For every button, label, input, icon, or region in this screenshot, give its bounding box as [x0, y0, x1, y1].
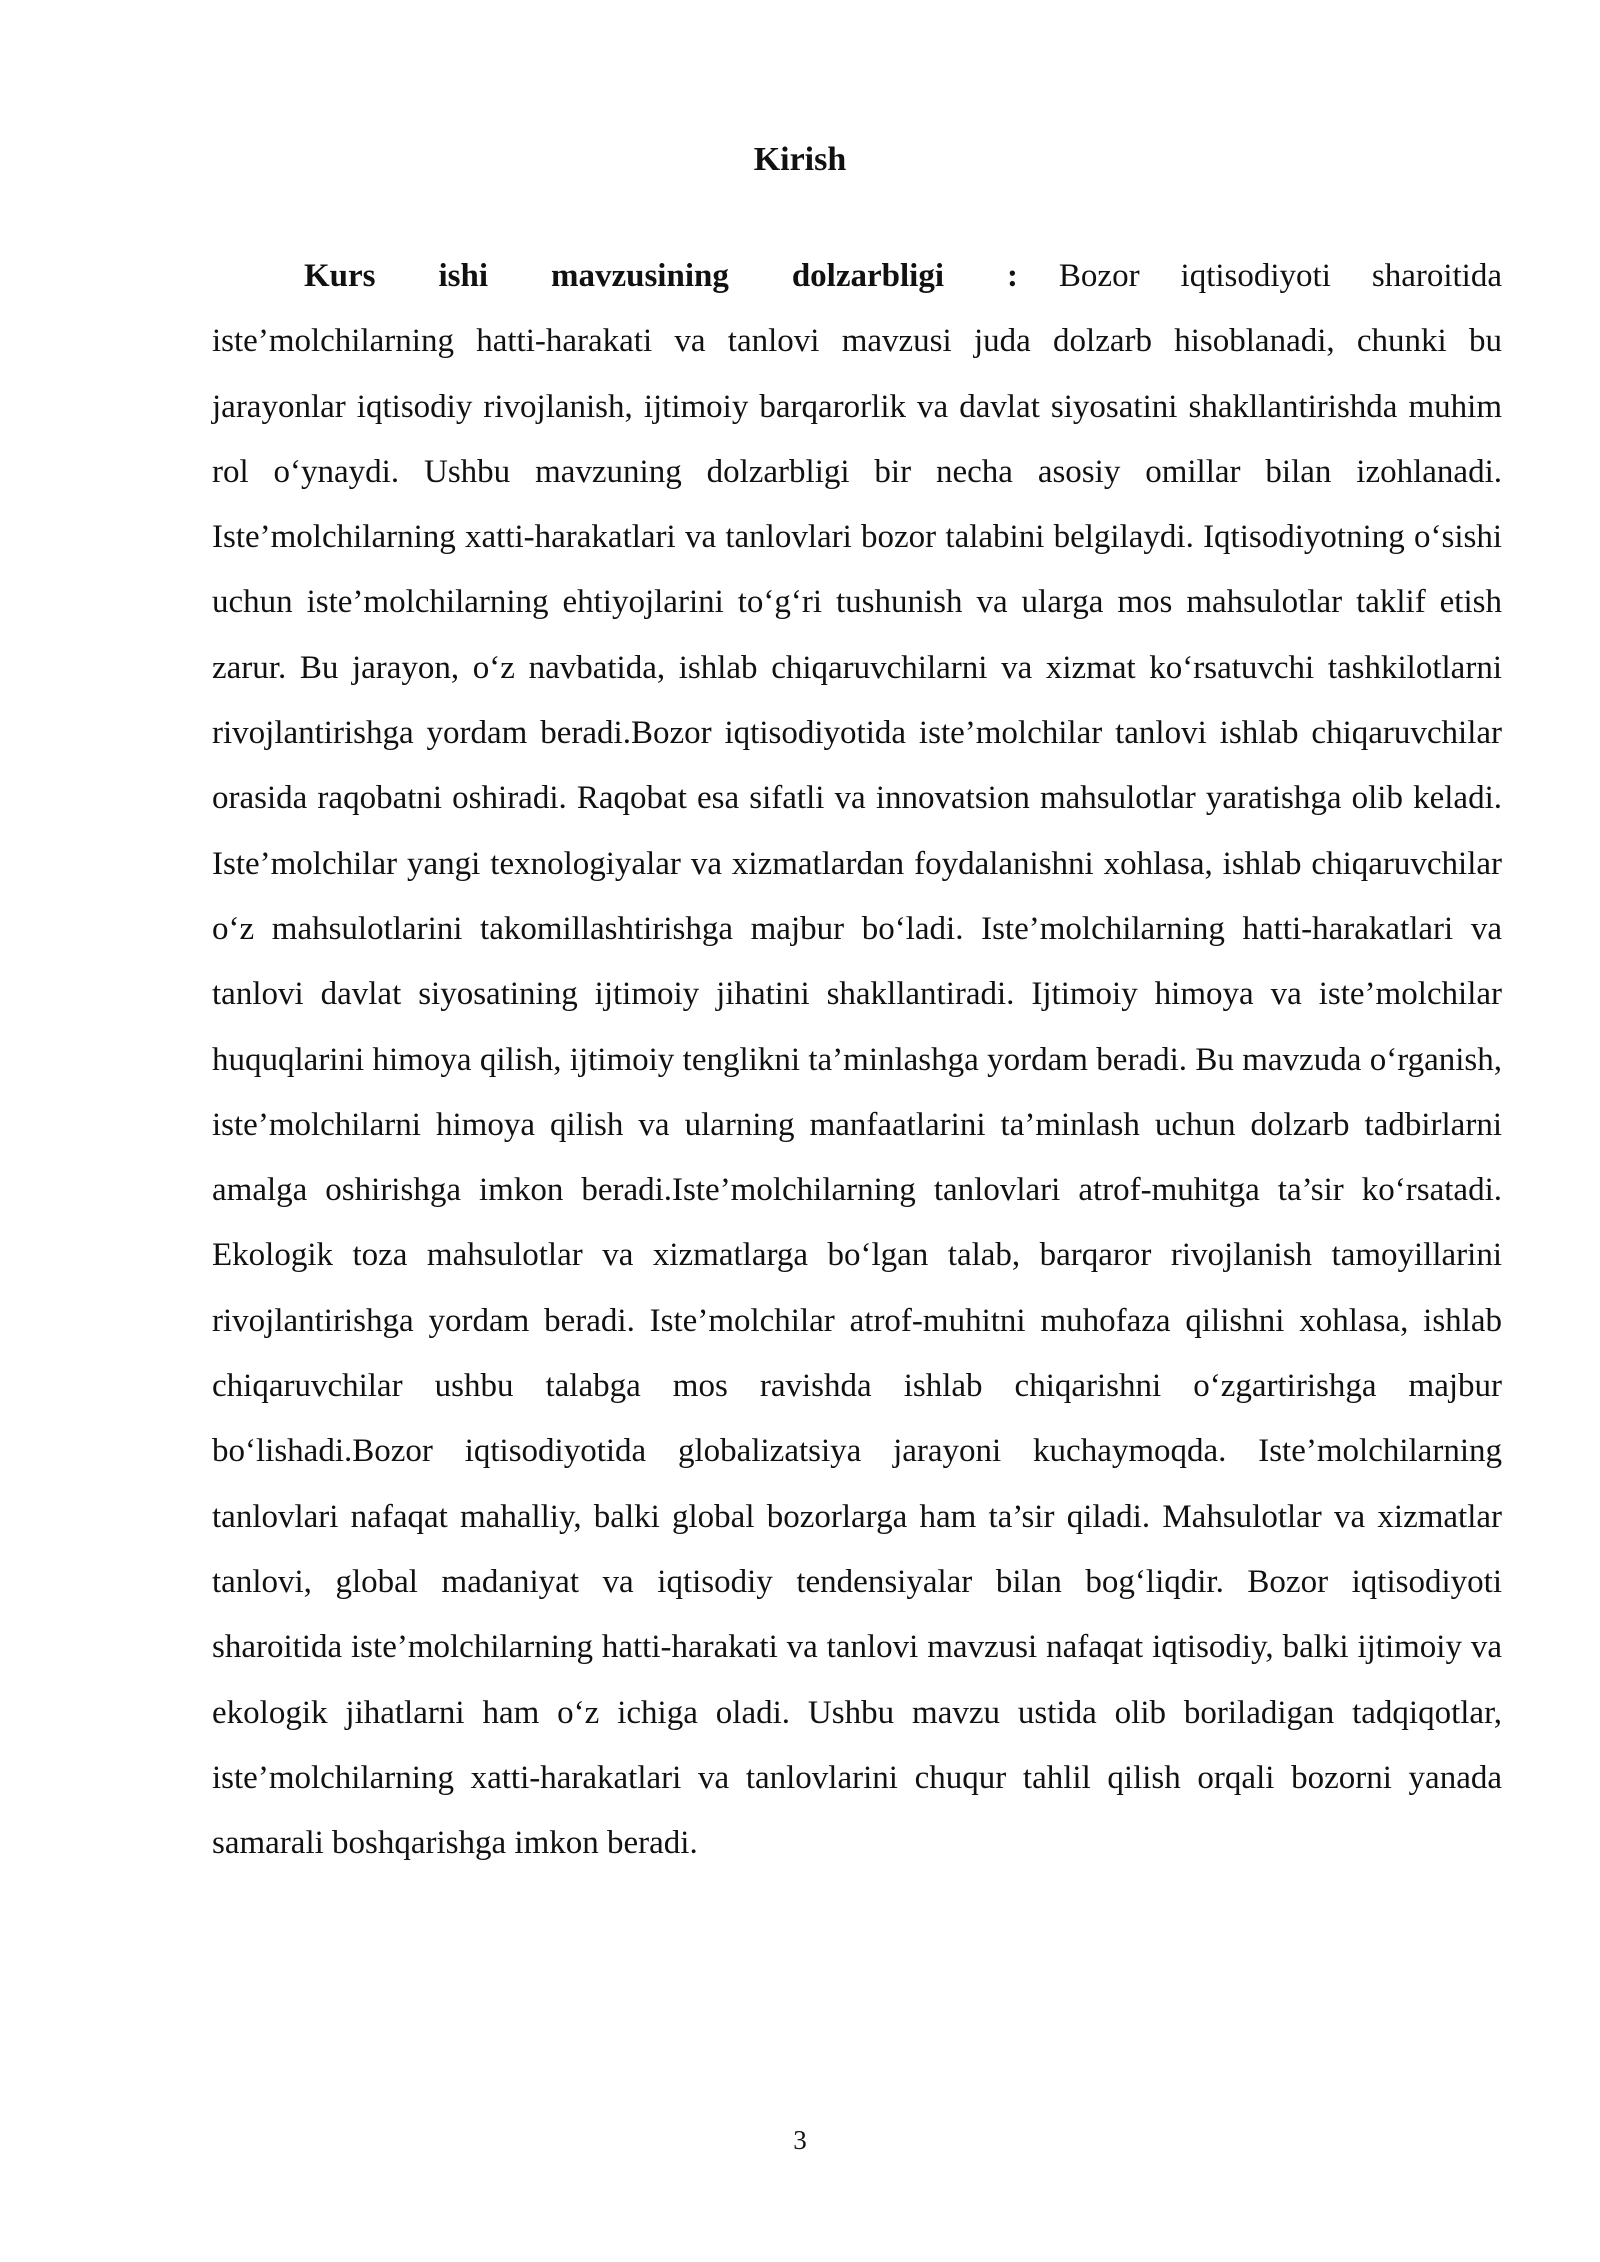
- paragraph-text: Bozor iqtisodiyoti sharoitida iste’molchilarning hatti-harakati va tanlovi mavzusi juda dolzarb hisoblanadi, chunki bu jarayonlar iqtisodiy rivojlanish, ijtimoiy barqarorlik va davlat siyosatini shakllantirishda muhim rol o‘ynaydi. Ushbu mavzuning dolzarbligi bir necha asosiy omillar bilan izohlanadi. Iste’molchilarning xatti-harakatlari va tanlovlari bozor talabini belgilaydi. Iqtisodiyotning o‘sishi uchun iste’molchilarning ehtiyojlarini to‘g‘ri tushunish va ularga mos mahsulotlar taklif etish zarur. Bu jarayon, o‘z navbatida, ishlab chiqaruvchilarni va xizmat ko‘rsatuvchi tashkilotlarni rivojlantirishga yordam beradi.Bozor iqtisodiyotida iste’molchilar tanlovi ishlab chiqaruvchilar orasida raqobatni oshiradi. Raqobat esa sifatli va innovatsion mahsulotlar yaratishga olib keladi. Iste’molchilar yangi texnologiyalar va xizmatlardan foydalanishni xohlasa, ishlab chiqaruvchilar o‘z mahsulotlarini takomillashtirishga majbur bo‘ladi. Iste’molchilarning hatti-harakatlari va tanlovi davlat siyosatining ijtimoiy jihatini shakllantiradi. Ijtimoiy himoya va iste’molchilar huquqlarini himoya qilish, ijtimoiy tenglikni ta’minlashga yordam beradi. Bu mavzuda o‘rganish, iste’molchilarni himoya qilish va ularning manfaatlarini ta’minlash uchun dolzarb tadbirlarni amalga oshirishga imkon beradi.Iste’molchilarning tanlovlari atrof-muhitga ta’sir ko‘rsatadi. Ekologik toza mahsulotlar va xizmatlarga bo‘lgan talab, barqaror rivojlanish tamoyillarini rivojlantirishga yordam beradi. Iste’molchilar atrof-muhitni muhofaza qilishni xohlasa, ishlab chiqaruvchilar ushbu talabga mos ravishda ishlab chiqarishni o‘zgartirishga majbur bo‘lishadi.Bozor iqtisodiyotida globalizatsiya jarayoni kuchaymoqda. Iste’molchilarning tanlovlari nafaqat mahalliy, balki global bozorlarga ham ta’sir qiladi. Mahsulotlar va xizmatlar tanlovi, global madaniyat va iqtisodiy tendensiyalar bilan bog‘liqdir. Bozor iqtisodiyoti sharoitida iste’molchilarning hatti-harakati va tanlovi mavzusi nafaqat iqtisodiy, balki ijtimoiy va ekologik jihatlarni ham o‘z ichiga oladi. Ushbu mavzu ustida olib boriladigan tadqiqotlar, iste’molchilarning xatti-harakatlari va tanlovlarini chuqur tahlil qilish orqali bozorni yanada samarali boshqarishga imkon beradi.: [212, 258, 1502, 1862]
- page-number: 3: [793, 2125, 807, 2155]
- lead-heading: Kurs ishi mavzusining dolzarbligi :: [304, 258, 1018, 294]
- body-paragraph: [212, 244, 1502, 1876]
- page-title: Kirish: [753, 141, 847, 178]
